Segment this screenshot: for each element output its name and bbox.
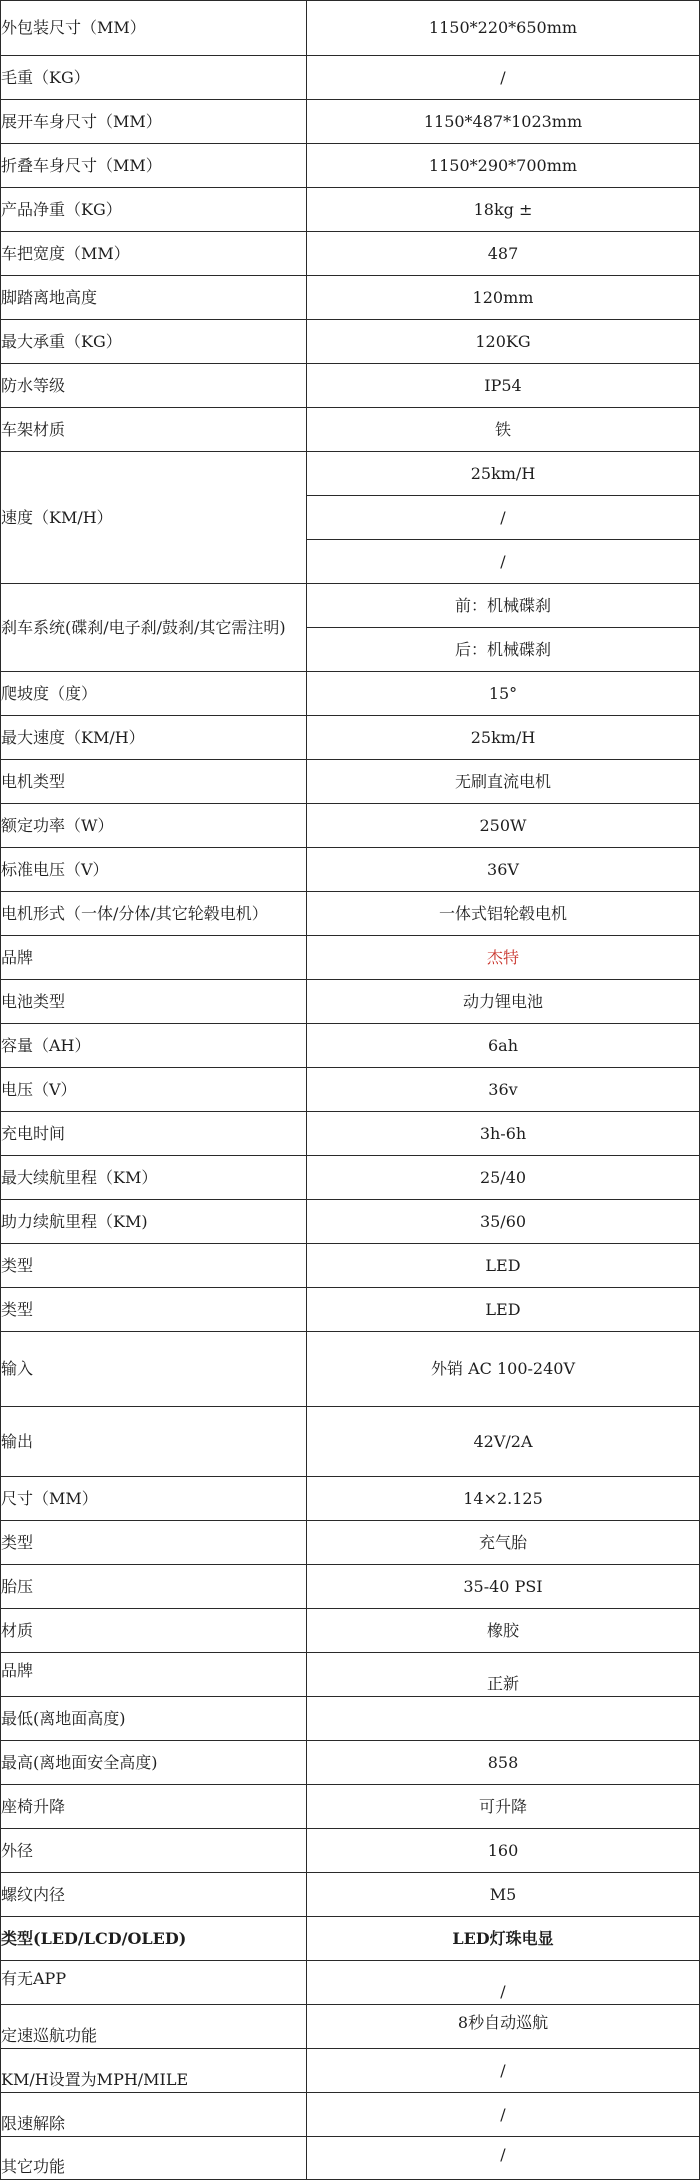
table-row xyxy=(1,144,700,188)
row-value: 前：机械碟刹 xyxy=(307,584,700,628)
row-label: 折叠车身尺寸（MM） xyxy=(1,144,307,188)
row-label: 类型 xyxy=(1,1244,307,1288)
row-value: 858 xyxy=(307,1741,700,1785)
table-row xyxy=(1,804,700,848)
row-value: 120KG xyxy=(307,320,700,364)
row-value: / xyxy=(307,496,700,540)
row-value: 一体式铝轮毂电机 xyxy=(307,892,700,936)
row-label: 电压（V） xyxy=(1,1068,307,1112)
row-value: / xyxy=(307,2093,700,2137)
table-row xyxy=(1,1024,700,1068)
row-label: 容量（AH） xyxy=(1,1024,307,1068)
table-row xyxy=(1,1697,700,1741)
table-row xyxy=(1,1407,700,1477)
row-value: LED灯珠电显 xyxy=(307,1917,700,1961)
row-value: IP54 xyxy=(307,364,700,408)
row-label: 最大续航里程（KM） xyxy=(1,1156,307,1200)
row-label: 材质 xyxy=(1,1609,307,1653)
table-row xyxy=(1,760,700,804)
brand-value: 杰特 xyxy=(307,936,700,980)
table-row xyxy=(1,1873,700,1917)
row-value: 15° xyxy=(307,672,700,716)
table-row xyxy=(1,232,700,276)
table-row xyxy=(1,1917,700,1961)
row-value: 36v xyxy=(307,1068,700,1112)
row-value: 正新 xyxy=(307,1653,700,1697)
table-row xyxy=(1,2093,700,2137)
table-row xyxy=(1,1961,700,2005)
table-row xyxy=(1,1112,700,1156)
row-label: 限速解除 xyxy=(1,2093,307,2137)
row-value: 160 xyxy=(307,1829,700,1873)
table-row xyxy=(1,1741,700,1785)
table-row xyxy=(1,1156,700,1200)
row-label: 刹车系统(碟刹/电子刹/鼓刹/其它需注明) xyxy=(1,584,307,672)
row-label: 脚踏离地高度 xyxy=(1,276,307,320)
row-value: 铁 xyxy=(307,408,700,452)
row-value: 6ah xyxy=(307,1024,700,1068)
table-row xyxy=(1,56,700,100)
row-value: 36V xyxy=(307,848,700,892)
table-row xyxy=(1,672,700,716)
row-value: 18kg ± xyxy=(307,188,700,232)
row-label: 定速巡航功能 xyxy=(1,2005,307,2049)
row-value: 3h-6h xyxy=(307,1112,700,1156)
row-value: / xyxy=(307,1961,700,2005)
table-row xyxy=(1,320,700,364)
row-label: KM/H设置为MPH/MILE xyxy=(1,2049,307,2093)
row-value: 可升降 xyxy=(307,1785,700,1829)
table-row xyxy=(1,408,700,452)
row-value: 橡胶 xyxy=(307,1609,700,1653)
row-value: LED xyxy=(307,1288,700,1332)
row-value: 无刷直流电机 xyxy=(307,760,700,804)
row-label: 其它功能 xyxy=(1,2137,307,2180)
table-row xyxy=(1,276,700,320)
row-label: 展开车身尺寸（MM） xyxy=(1,100,307,144)
row-label: 电池类型 xyxy=(1,980,307,1024)
row-label: 有无APP xyxy=(1,1961,307,2005)
row-label: 标准电压（V） xyxy=(1,848,307,892)
table-row xyxy=(1,716,700,760)
row-label: 类型(LED/LCD/OLED) xyxy=(1,1917,307,1961)
table-row xyxy=(1,936,700,980)
row-label: 品牌 xyxy=(1,1653,307,1697)
table-row xyxy=(1,1785,700,1829)
row-value xyxy=(307,1697,700,1741)
row-value: 35/60 xyxy=(307,1200,700,1244)
row-label: 尺寸（MM） xyxy=(1,1477,307,1521)
row-value: 487 xyxy=(307,232,700,276)
table-row xyxy=(1,1200,700,1244)
row-label: 爬坡度（度） xyxy=(1,672,307,716)
row-label: 电机形式（一体/分体/其它轮毂电机） xyxy=(1,892,307,936)
row-label: 类型 xyxy=(1,1521,307,1565)
row-label: 类型 xyxy=(1,1288,307,1332)
row-label: 充电时间 xyxy=(1,1112,307,1156)
table-row xyxy=(1,100,700,144)
row-value: 1150*487*1023mm xyxy=(307,100,700,144)
row-value: M5 xyxy=(307,1873,700,1917)
row-label: 车架材质 xyxy=(1,408,307,452)
row-value: LED xyxy=(307,1244,700,1288)
row-label: 外径 xyxy=(1,1829,307,1873)
table-row xyxy=(1,1288,700,1332)
row-label: 最低(离地面高度) xyxy=(1,1697,307,1741)
row-label: 电机类型 xyxy=(1,760,307,804)
row-label: 外包装尺寸（MM） xyxy=(1,1,307,56)
row-value: 35-40 PSI xyxy=(307,1565,700,1609)
row-label: 螺纹内径 xyxy=(1,1873,307,1917)
table-row xyxy=(1,1521,700,1565)
table-row xyxy=(1,1068,700,1112)
table-row xyxy=(1,364,700,408)
row-value: 14×2.125 xyxy=(307,1477,700,1521)
table-row xyxy=(1,1,700,56)
row-value: 250W xyxy=(307,804,700,848)
table-row xyxy=(1,1477,700,1521)
row-value: 25km/H xyxy=(307,452,700,496)
row-value: 动力锂电池 xyxy=(307,980,700,1024)
row-label: 最大速度（KM/H） xyxy=(1,716,307,760)
row-label: 胎压 xyxy=(1,1565,307,1609)
row-label: 品牌 xyxy=(1,936,307,980)
row-value: 8秒自动巡航 xyxy=(307,2005,700,2049)
row-value: 充气胎 xyxy=(307,1521,700,1565)
row-label: 输出 xyxy=(1,1407,307,1477)
row-label: 毛重（KG） xyxy=(1,56,307,100)
table-row xyxy=(1,1565,700,1609)
table-row xyxy=(1,1653,700,1697)
row-value: 120mm xyxy=(307,276,700,320)
table-row xyxy=(1,2005,700,2049)
table-row xyxy=(1,1609,700,1653)
row-value: 42V/2A xyxy=(307,1407,700,1477)
row-label: 额定功率（W） xyxy=(1,804,307,848)
row-value: / xyxy=(307,2137,700,2180)
table-row xyxy=(1,848,700,892)
row-label: 最大承重（KG） xyxy=(1,320,307,364)
table-row xyxy=(1,1244,700,1288)
row-label: 助力续航里程（KM) xyxy=(1,1200,307,1244)
table-row xyxy=(1,584,700,628)
row-value: 1150*290*700mm xyxy=(307,144,700,188)
row-value: 后：机械碟刹 xyxy=(307,628,700,672)
row-value: / xyxy=(307,56,700,100)
table-row xyxy=(1,452,700,496)
table-row xyxy=(1,980,700,1024)
row-value: 25km/H xyxy=(307,716,700,760)
row-value: / xyxy=(307,540,700,584)
table-row xyxy=(1,1829,700,1873)
table-row xyxy=(1,892,700,936)
table-row xyxy=(1,2049,700,2093)
row-label: 产品净重（KG） xyxy=(1,188,307,232)
row-label: 座椅升降 xyxy=(1,1785,307,1829)
table-row xyxy=(1,2137,700,2180)
row-label: 最高(离地面安全高度) xyxy=(1,1741,307,1785)
table-row xyxy=(1,188,700,232)
row-label: 速度（KM/H） xyxy=(1,452,307,584)
row-label: 输入 xyxy=(1,1332,307,1407)
row-value: 1150*220*650mm xyxy=(307,1,700,56)
table-row xyxy=(1,1332,700,1407)
row-label: 车把宽度（MM） xyxy=(1,232,307,276)
row-value: / xyxy=(307,2049,700,2093)
row-label: 防水等级 xyxy=(1,364,307,408)
row-value: 外销 AC 100-240V xyxy=(307,1332,700,1407)
row-value: 25/40 xyxy=(307,1156,700,1200)
